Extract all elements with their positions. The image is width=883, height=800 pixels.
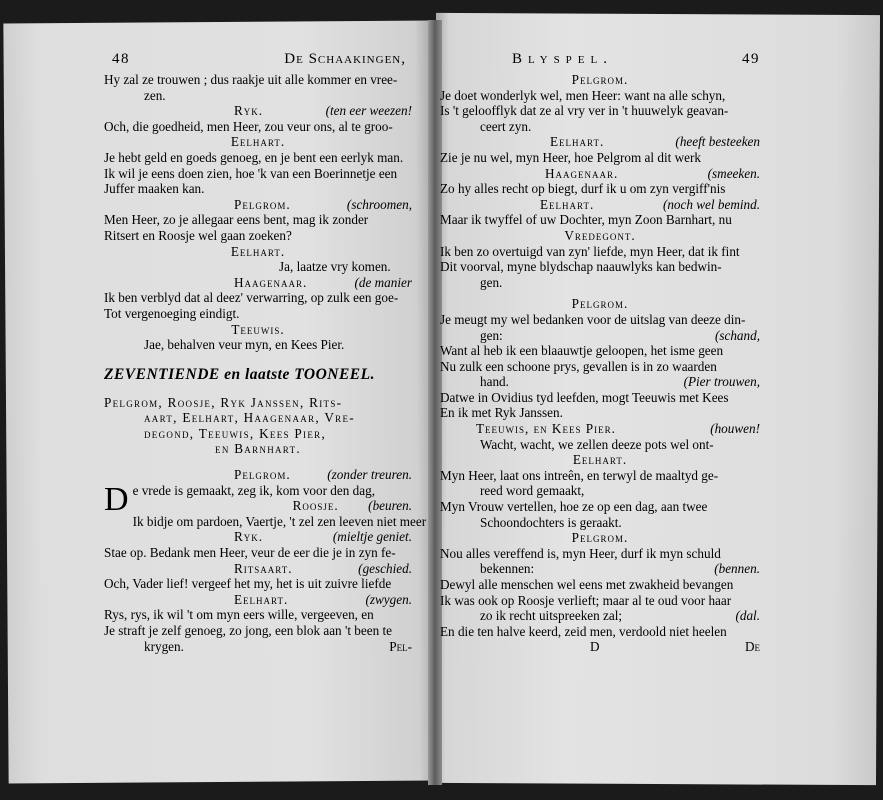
speaker-name: Haagenaar. (234, 274, 308, 290)
speaker-name: Eelhart. (230, 243, 286, 259)
speaker-name: Ryk. (234, 529, 264, 545)
catchword: Pel- (389, 638, 412, 654)
text-line: Stae op. Bedank men Heer, veur de eer die je in zyn fe- (104, 545, 396, 561)
scene-heading: ZEVENTIENDE en laatste TOONEEL. (104, 365, 375, 383)
text-line: e vrede is gemaakt, zeg ik, kom voor den dag, (132, 482, 375, 498)
speaker-name: Ritsaart. (234, 560, 293, 576)
cast-line: en Barnhart. (215, 441, 301, 457)
text-line: Is 't geloofflyk dat ze al vry ver in 't huuwelyk geavan- (440, 103, 729, 119)
speaker-row (104, 467, 412, 483)
page-number-left: 48 (112, 51, 130, 67)
speaker-name: Ryk. (234, 103, 264, 119)
stage-direction: (ten eer weezen! (325, 103, 412, 119)
text-line: Rys, rys, ik wil 't om myn eers wille, vergeeven, en (104, 607, 374, 623)
text-line: Zo hy alles recht op biegt, durf ik u om zyn vergiff'nis (440, 181, 726, 197)
text-line: Jae, behalven veur myn, en Kees Pier. (144, 337, 345, 353)
text-line: Och, Vader lief! vergeef het my, het is uit zuivre liefde (104, 576, 392, 592)
cast-line: Pelgrom, Roosje, Ryk Janssen, Rits- (104, 394, 343, 410)
cast-line: degond, Teeuwis, Kees Pier, (144, 425, 327, 441)
left-running-head (112, 52, 412, 72)
stage-direction: (zonder treuren. (327, 467, 412, 483)
stage-direction: (schand, (714, 327, 760, 343)
text-line: Wacht, wacht, we zellen deeze pots wel ont- (480, 436, 714, 452)
stage-direction: (de manier (354, 274, 412, 290)
speaker-name: Eelhart. (550, 134, 605, 150)
text-line: Nou alles vereffend is, myn Heer, durf ik myn schuld (440, 545, 721, 561)
speaker-name: Eelhart. (234, 591, 289, 607)
text-line: En die ten halve keerd, zeid men, verdoold niet heelen (440, 623, 727, 639)
stage-direction: (dal. (735, 608, 760, 624)
speaker-row (104, 103, 412, 119)
stage-direction: (bennen. (714, 561, 760, 577)
speaker-name: Roosje. (292, 498, 339, 514)
speaker-name: Pelgrom. (571, 530, 629, 546)
stage-direction: (Pier trouwen, (683, 374, 760, 390)
text-line: Dewyl alle menschen wel eens met zwakheid bevangen (440, 577, 734, 592)
stage-direction: (noch wel bemind. (662, 196, 760, 212)
stage-direction: (houwen! (710, 421, 760, 437)
text-line: Ik ben zo overtuigd van zyn' liefde, myn Heer, dat ik fint (440, 243, 740, 259)
speaker-row (104, 529, 412, 545)
speaker-name: Teeuwis, en Kees Pier. (476, 421, 616, 437)
text-line: Men Heer, zo je allegaar eens bent, mag ik zonder (104, 212, 369, 228)
text-line: zo ik recht uitspreeken zal; (480, 608, 623, 624)
text-line: Tot vergenoeging eindigt. (104, 305, 240, 321)
text-line: Zie je nu wel, myn Heer, hoe Pelgrom al dit werk (440, 149, 701, 165)
text-line: Je straft je zelf genoeg, zo jong, een blok aan 't been te (104, 623, 392, 638)
spacer (104, 457, 412, 467)
stage-direction: (geschied. (358, 560, 412, 576)
speaker-row (440, 197, 760, 213)
text-row (440, 374, 760, 390)
text-line: gen. (480, 274, 503, 290)
text-line: Ik ben verblyd dat al deez' verwarring, op zulk een goe- (104, 290, 399, 306)
speaker-name: Haagenaar. (545, 165, 619, 181)
stage-direction: (mieltje geniet. (332, 529, 412, 545)
right-running-head (440, 52, 760, 72)
speaker-name: Eelhart. (572, 452, 628, 468)
speaker-name: Pelgrom. (234, 196, 291, 212)
text-line: Myn Heer, laat ons intreên, en terwyl de maaltyd ge- (440, 467, 719, 483)
footer-row (104, 639, 412, 655)
speaker-name: Vredegont. (564, 227, 636, 243)
text-line: Dit voorval, myne blydschap naauwlyks kan bedwin- (440, 259, 722, 275)
text-line: Schoondochters is geraakt. (480, 514, 622, 530)
speaker-row (104, 561, 412, 577)
text-line: ceert zyn. (480, 118, 532, 134)
text-line: Je doet wonderlyk wel, men Heer: want na alle schyn, (440, 87, 726, 103)
catchword: De (744, 639, 760, 655)
speaker-name: Pelgrom. (571, 296, 629, 312)
right-page-text (440, 52, 760, 655)
signature-mark: D (590, 639, 600, 655)
text-line: Ja, laatze vry komen. (279, 259, 391, 275)
speaker-name: Teeuwis. (231, 321, 285, 337)
speaker-row (104, 275, 412, 291)
text-line: Hy zal ze trouwen ; dus raakje uit alle kommer en vree- (104, 72, 398, 87)
stage-direction: (smeeken. (707, 165, 760, 181)
text-line: Je meugt my wel bedanken voor de uitslag van deeze din- (440, 311, 746, 327)
text-line: krygen. (144, 638, 184, 654)
left-page-text (104, 51, 427, 654)
text-line: Ritsert en Roosje wel gaan zoeken? (104, 227, 292, 243)
text-line: Juffer maaken kan. (104, 181, 205, 197)
speaker-row (104, 592, 412, 608)
drop-cap: D (104, 480, 129, 518)
stage-direction: (heeft besteeken (675, 134, 760, 150)
text-line: Ik bidje om pardoen, Vaertje, 't zel zen leeven niet meer (132, 513, 427, 529)
speaker-name: Eelhart. (230, 134, 286, 150)
text-line: gen: (480, 327, 503, 343)
speaker-name: Eelhart. (540, 196, 595, 212)
text-line: hand. (480, 374, 509, 390)
text-line: Je hebt geld en goeds genoeg, en je bent een eerlyk man. (104, 149, 404, 165)
page-number-right: 49 (742, 51, 760, 67)
speaker-row (440, 134, 760, 150)
speaker-row (133, 498, 412, 514)
running-title-right: Blyspel. (512, 51, 613, 67)
text-line: Ik was ook op Roosje verlieft; maar al te oud voor haar (440, 592, 732, 608)
text-line: zen. (144, 87, 166, 103)
text-line: Och, die goedheid, men Heer, zou veur ons, al te groo- (104, 118, 393, 134)
text-row (440, 608, 760, 624)
text-line: reed word gemaakt, (480, 483, 585, 499)
text-line: Maar ik twyffel of uw Dochter, myn Zoon Barnhart, nu (440, 212, 732, 228)
speaker-row (440, 166, 760, 182)
speaker-row (104, 197, 412, 213)
text-line: Nu zulk een schoone prys, gevallen is in zo waarden (440, 358, 717, 374)
stage-direction: (beuren. (368, 498, 412, 514)
stage-direction: (zwygen. (365, 591, 412, 607)
cast-line: aart, Eelhart, Haagenaar, Vre- (144, 410, 355, 426)
speaker-row (440, 421, 760, 437)
text-line: Datwe in Ovidius tyd leefden, mogt Teeuwis met Kees (440, 389, 729, 405)
stage-direction: (schroomen, (346, 196, 412, 212)
speaker-name: Pelgrom. (571, 72, 629, 87)
text-line: bekennen: (480, 561, 535, 577)
text-row (440, 561, 760, 577)
footer-row (440, 639, 760, 655)
text-row (440, 328, 760, 344)
running-title-left: De Schaakingen, (284, 51, 406, 67)
text-line: Want al heb ik een blaauwtje geloopen, het isme geen (440, 343, 724, 359)
text-line: Ik wil je eens doen zien, hoe 'k van een Boerinnetje een (104, 165, 398, 181)
text-line: Myn Vrouw vertellen, hoe ze op een dag, aan twee (440, 499, 708, 515)
speaker-name: Pelgrom. (234, 467, 291, 483)
text-line: En ik met Ryk Janssen. (440, 405, 563, 421)
